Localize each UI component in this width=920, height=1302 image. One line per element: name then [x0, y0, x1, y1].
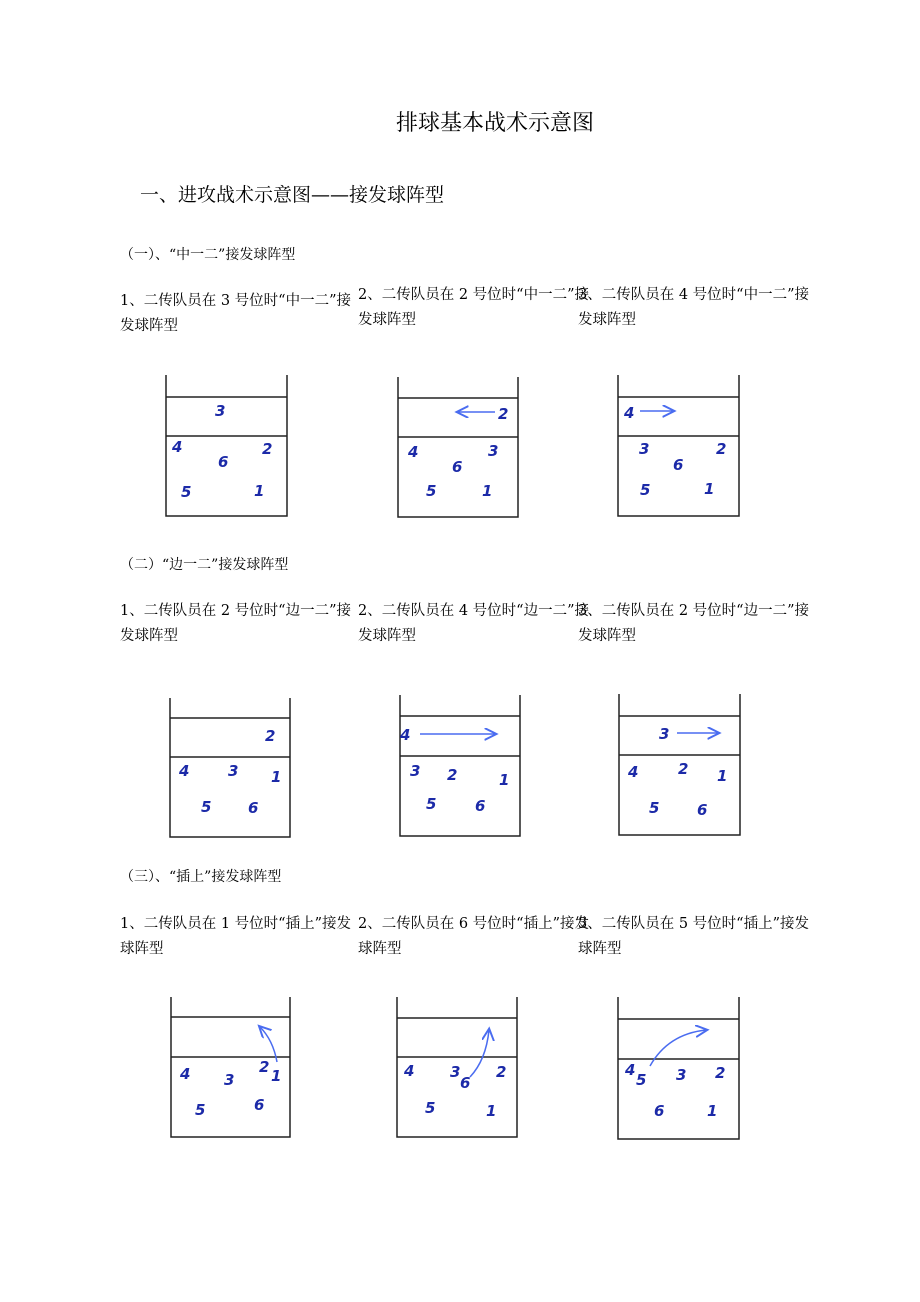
player-position-number: 3 — [450, 1063, 461, 1081]
player-position-number: 4 — [180, 1065, 191, 1083]
player-position-number: 5 — [425, 1099, 436, 1117]
caption: 1、二传队员在 1 号位时“插上”接发球阵型 — [120, 916, 351, 957]
setter-move-arrow-icon — [650, 1030, 706, 1066]
player-position-number: 6 — [218, 453, 229, 471]
player-position-number: 2 — [678, 760, 689, 778]
player-position-number: 1 — [254, 482, 265, 500]
player-position-number: 2 — [715, 1064, 726, 1082]
court-diagram-2 — [398, 377, 518, 517]
player-position-number: 3 — [410, 762, 421, 780]
subheading-cha-shang: （三）、“插上”接发球阵型 — [120, 869, 282, 885]
caption: 2、二传队员在 4 号位时“边一二”接发球阵型 — [358, 603, 589, 644]
player-position-number: 2 — [498, 405, 509, 423]
player-position-number: 2 — [262, 440, 273, 458]
player-position-number: 1 — [717, 767, 728, 785]
caption: 2、二传队员在 6 号位时“插上”接发球阵型 — [358, 916, 589, 957]
setter-move-arrow-icon — [470, 1030, 489, 1077]
court-diagram-9 — [618, 997, 739, 1139]
player-position-number: 2 — [496, 1063, 507, 1081]
court-diagram-8 — [397, 997, 517, 1137]
player-position-number: 4 — [624, 404, 635, 422]
player-position-number: 5 — [636, 1071, 647, 1089]
section-heading: 一、进攻战术示意图——接发球阵型 — [140, 184, 445, 206]
player-position-number: 2 — [259, 1058, 270, 1076]
player-position-number: 5 — [195, 1101, 206, 1119]
subheading-bian-yi-er: （二）“边一二”接发球阵型 — [120, 557, 289, 573]
court-diagram-4 — [170, 698, 290, 837]
player-position-number: 6 — [248, 799, 259, 817]
caption: 1、二传队员在 2 号位时“边一二”接发球阵型 — [120, 603, 351, 644]
player-position-number: 6 — [475, 797, 486, 815]
player-position-number: 5 — [426, 795, 437, 813]
player-position-number: 4 — [400, 726, 411, 744]
document-title: 排球基本战术示意图 — [395, 111, 594, 136]
court-diagram-7 — [171, 997, 290, 1137]
player-position-number: 3 — [639, 440, 650, 458]
player-position-number: 6 — [654, 1102, 665, 1120]
player-position-number: 3 — [215, 402, 226, 420]
player-position-number: 6 — [254, 1096, 265, 1114]
player-position-number: 3 — [228, 762, 239, 780]
player-position-number: 2 — [716, 440, 727, 458]
player-position-number: 4 — [404, 1062, 415, 1080]
subheading-zhong-yi-er: （一）、“中一二”接发球阵型 — [120, 247, 296, 263]
player-position-number: 3 — [676, 1066, 687, 1084]
player-position-number: 5 — [649, 799, 660, 817]
player-position-number: 1 — [704, 480, 715, 498]
court-diagram-5 — [399, 695, 520, 836]
caption: 2、二传队员在 2 号位时“中一二”接发球阵型 — [358, 287, 589, 328]
player-position-number: 4 — [408, 443, 419, 461]
player-position-number: 3 — [659, 725, 670, 743]
caption: 3、二传队员在 5 号位时“插上”接发球阵型 — [578, 916, 809, 957]
player-position-number: 1 — [271, 1067, 282, 1085]
player-position-number: 1 — [499, 771, 510, 789]
player-position-number: 6 — [460, 1074, 471, 1092]
player-position-number: 2 — [265, 727, 276, 745]
court-diagram-1 — [166, 375, 287, 516]
player-position-number: 6 — [452, 458, 463, 476]
player-position-number: 2 — [447, 766, 458, 784]
caption: 1、二传队员在 3 号位时“中一二”接发球阵型 — [120, 293, 351, 334]
court-diagram-3 — [618, 375, 739, 516]
player-position-number: 4 — [172, 438, 183, 456]
player-position-number: 1 — [707, 1102, 718, 1120]
player-position-number: 3 — [224, 1071, 235, 1089]
caption: 3、二传队员在 4 号位时“中一二”接发球阵型 — [578, 287, 809, 328]
player-position-number: 1 — [271, 768, 282, 786]
player-position-number: 5 — [201, 798, 212, 816]
player-position-number: 5 — [640, 481, 651, 499]
player-position-number: 4 — [628, 763, 639, 781]
player-position-number: 5 — [426, 482, 437, 500]
player-position-number: 6 — [697, 801, 708, 819]
player-position-number: 3 — [488, 442, 499, 460]
player-position-number: 6 — [673, 456, 684, 474]
player-position-number: 1 — [486, 1102, 497, 1120]
player-position-number: 5 — [181, 483, 192, 501]
player-position-number: 1 — [482, 482, 493, 500]
court-diagram-6 — [619, 694, 740, 835]
player-position-number: 4 — [179, 762, 190, 780]
player-position-number: 4 — [625, 1061, 636, 1079]
caption: 3、二传队员在 2 号位时“边一二”接发球阵型 — [578, 603, 809, 644]
